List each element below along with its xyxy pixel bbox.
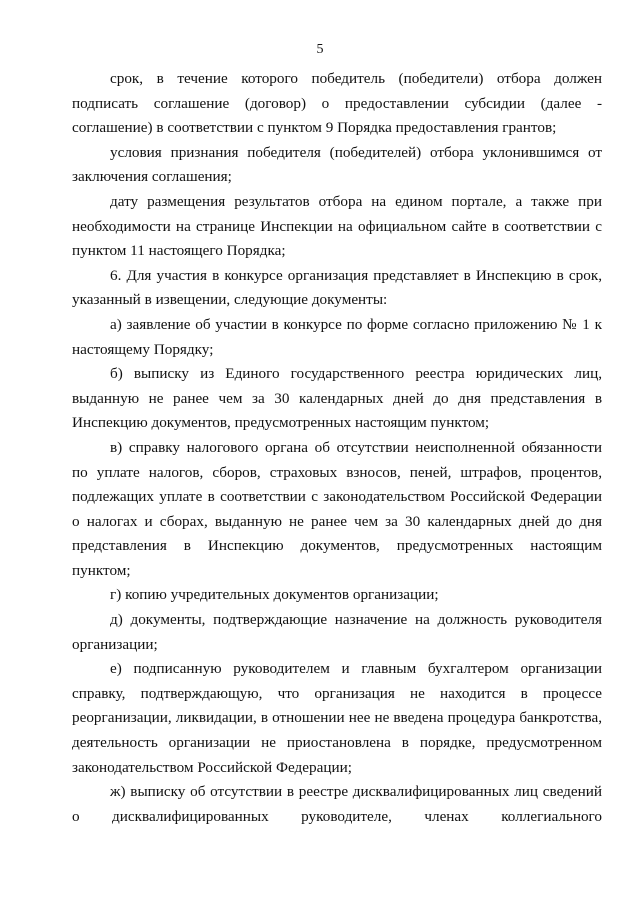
text-line: законодательством Российской Федерации; xyxy=(72,758,352,776)
text-line: г) копию учредительных документов организации; xyxy=(110,586,439,604)
paragraph xyxy=(72,657,602,780)
text-line: указанный в извещении, следующие документы: xyxy=(72,291,388,309)
text-line: подписать соглашение (договор) о предоставлении субсидии (далее - xyxy=(72,94,602,112)
text-line: дату размещения результатов отбора на едином портале, а также при xyxy=(110,192,602,210)
text-line: настоящему Порядку; xyxy=(72,340,214,358)
text-line: соглашение) в соответствии с пунктом 9 Порядка предоставления грантов; xyxy=(72,119,557,137)
paragraph xyxy=(72,141,602,190)
text-line: пунктом 11 настоящего Порядка; xyxy=(72,242,286,260)
text-line: Инспекцию документов, предусмотренных настоящим пунктом; xyxy=(72,414,490,432)
text-line: представления в Инспекцию документов, предусмотренных настоящим xyxy=(72,537,602,555)
paragraph xyxy=(72,67,602,141)
document-body xyxy=(72,67,602,829)
paragraph xyxy=(72,436,602,584)
text-line: условия признания победителя (победителей) отбора уклонившимся от xyxy=(110,143,602,161)
text-line: о налогах и сборах, выданную не ранее чем за 30 календарных дней до дня xyxy=(72,512,602,530)
paragraph xyxy=(72,362,602,436)
text-line: выданную не ранее чем за 30 календарных дней до дня представления в xyxy=(72,389,602,407)
text-line: 6. Для участия в конкурсе организация представляет в Инспекцию в срок, xyxy=(110,266,602,284)
text-line: е) подписанную руководителем и главным бухгалтером организации xyxy=(110,660,602,678)
paragraph xyxy=(72,608,602,657)
text-line: срок, в течение которого победитель (победители) отбора должен xyxy=(110,70,602,87)
text-line: о дисквалифицированных руководителе, членах коллегиального xyxy=(72,807,602,825)
text-line: реорганизации, ликвидации, в отношении нее не введена процедура банкротства, xyxy=(72,709,602,727)
paragraph xyxy=(72,583,602,608)
text-line: д) документы, подтверждающие назначение на должность руководителя xyxy=(110,611,602,629)
paragraph xyxy=(72,313,602,362)
text-line: ж) выписку об отсутствии в реестре дисквалифицированных лиц сведений xyxy=(110,783,602,801)
text-line: справку, подтверждающую, что организация не находится в процессе xyxy=(72,684,602,702)
text-line: необходимости на странице Инспекции на официальном сайте в соответствии с xyxy=(72,217,602,235)
text-line: организации; xyxy=(72,635,158,653)
text-line: б) выписку из Единого государственного реестра юридических лиц, xyxy=(110,365,602,383)
paragraph xyxy=(72,264,602,313)
paragraph xyxy=(72,780,602,829)
text-line: по уплате налогов, сборов, страховых взносов, пеней, штрафов, процентов, xyxy=(72,463,602,481)
text-line: деятельность организации не приостановлена в порядке, предусмотренном xyxy=(72,734,602,752)
text-line: заключения соглашения; xyxy=(72,168,232,186)
paragraph xyxy=(72,190,602,264)
text-line: а) заявление об участии в конкурсе по форме согласно приложению № 1 к xyxy=(110,315,602,333)
text-line: в) справку налогового органа об отсутствии неисполненной обязанности xyxy=(110,438,602,456)
text-line: пунктом; xyxy=(72,561,131,579)
text-line: подлежащих уплате в соответствии с законодательством Российской Федерации xyxy=(72,488,602,506)
page-number: 5 xyxy=(316,42,324,57)
